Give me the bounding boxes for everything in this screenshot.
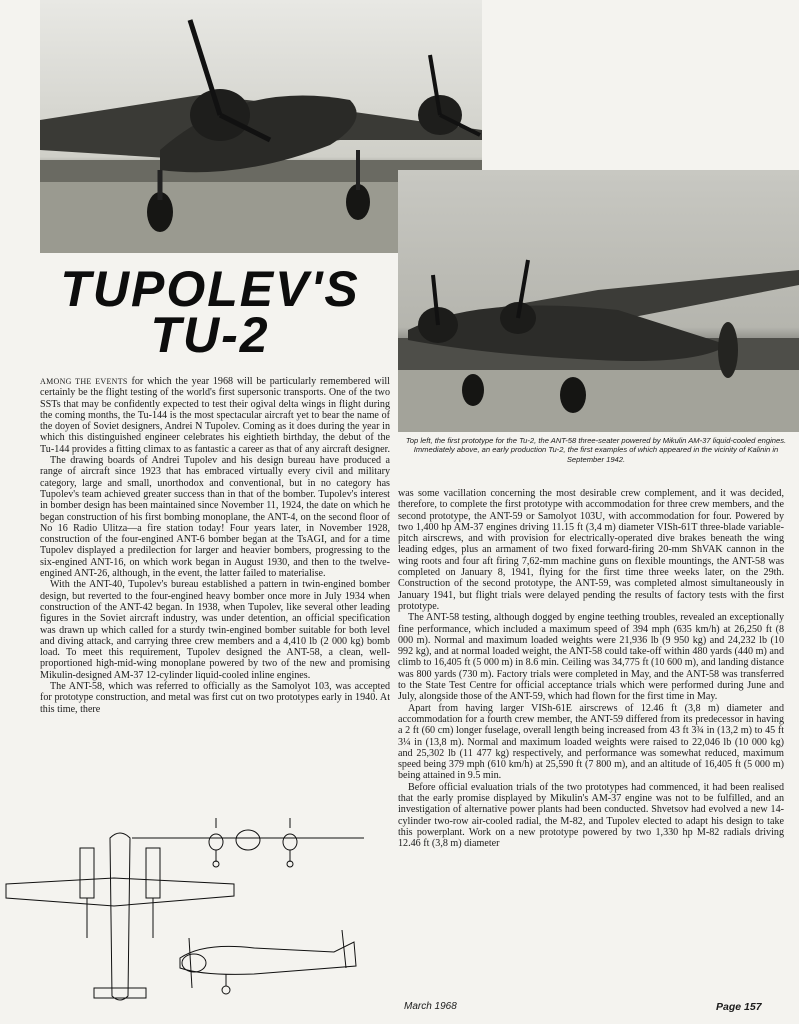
- production-tu2-photo: [398, 170, 799, 432]
- paragraph: The ANT-58 testing, although dogged by engine teething troubles, revealed an exceptionally fine performance, which included a maximum speed of 394 mph (635 km/h) at 26,250 ft (8 000 m). Normal and maximum loaded weights were 21,936 lb (9 950 kg) and 24,232 lb (10 992 kg), and at normal loaded weight, the ANT-58 could take-off within 480 yards (440 m) and climb to 16,405 ft (5 000 m) in 8.6 min. Ceiling was 34,775 ft (10 600 m), and landing distance was 800 yards (730 m). Factory trials were completed in May, and the ANT-58 was transferred to the State Test Centre for official acceptance trials which were performed during June and July, alongside those of the ANT-59, which had flown for the first time in May.: [398, 612, 784, 703]
- left-text-column: [40, 376, 390, 715]
- aircraft-line-drawings: [4, 818, 388, 1016]
- paragraph: Before official evaluation trials of the two prototypes had commenced, it had been realised that the early promise displayed by Mikulin's AM-37 engine was not to be fulfilled, and an investigation of alternative power plants had been conducted. Shvetsov had evolved a new 14-cylinder two-row air-cooled radial, the M-82, and Tupolev elected to adapt his design to take this powerplant. Work on a new prototype powered by two 1,330 hp M-82 radials driving 12.46 ft (3,8 m) diameter: [398, 781, 784, 850]
- article-title-line-1: TUPOLEV'S: [60, 261, 360, 317]
- side-view-drawing: [180, 930, 356, 994]
- front-view-drawing: [132, 818, 364, 867]
- three-view-drawing: [4, 818, 388, 1016]
- plan-view-drawing: [6, 833, 234, 1000]
- paragraph: was some vacillation concerning the most desirable crew complement, and it was decided, therefore, to complete the first prototype with accommodation for three crew members, and the second prototype, the ANT-59 or Samolyot 103U, with accommodation for four. Powered by two 1,400 hp AM-37 engines driving 11.15 ft (3,4 m) diameter VISh-61T three-blade variable-pitch airscrews, and with provision for electrically-operated dive brakes beneath the wing leading edges, plus an armament of two fixed forward-firing 20-mm ShVAK cannon in the wing roots and four aft firing 7,62-mm machine guns on flexible mountings, the ANT-58 was completed on January 8, 1941, flying for the first time three weeks later, on the 29th. Construction of the second prototype, the ANT-59, was completed almost simultaneously in January 1941, but flight trials were delayed pending the results of factory tests with the first prototype.: [398, 488, 784, 612]
- article-title-line-2: TU-2: [150, 307, 270, 363]
- paragraph-text: for which the year 1968 will be particularly remembered will certainly be the flight testing of the world's first supersonic transports. One of the two SSTs that may be confidently expected to test their ogival delta wings in flight during the coming months, the Tu-144 is the most spectacular aircraft yet to bear the name of the doyen of Soviet designers, Andrei N Tupolev. Coming as it does during the year in which this distinguished engineer celebrates his eightieth birthday, the debut of the Tu-144 provides a fitting climax to as fantastic a career as that of any aircraft designer.: [40, 376, 390, 455]
- paragraph: [40, 376, 390, 455]
- lead-in: AMONG THE EVENTS: [40, 377, 128, 386]
- early-production-tu2-image: [398, 170, 799, 432]
- paragraph: The ANT-58, which was referred to officially as the Samolyot 103, was accepted for prototype construction, and metal was first cut on two prototypes early in 1940. At this time, there: [40, 681, 390, 715]
- photo-caption: Top left, the first prototype for the Tu-2, the ANT-58 three-seater powered by Mikulin AM-37 liquid-cooled engines. Immediately above, an early production Tu-2, the first examples of which appeared in the vicinity of Kalinin in September 1942.: [405, 436, 787, 464]
- paragraph: With the ANT-40, Tupolev's bureau established a pattern in twin-engined bomber design, but reverted to the four-engined heavy bomber once more in July 1934 when construction of the ANT-42 began. In 1938, when Tupolev, like several other leading figures in the Soviet aircraft industry, was under detention, an official specification was drawn up which called for a sturdy twin-engined bomber suitable for both level and diving attack, and carrying three crew members and a 4,410 lb (2 000 kg) bomb load. To meet this requirement, Tupolev designed the ANT-58, a clean, well-proportioned high-mid-wing monoplane powered by two of the new and promising Mikulin-designed AM-37 12-cylinder liquid-cooled inline engines.: [40, 579, 390, 681]
- paragraph: Apart from having larger VISh-61E airscrews of 12.46 ft (3,8 m) diameter and accommodation for a fourth crew member, the ANT-59 differed from its predecessor in having a 2 ft (60 cm) longer fuselage, overall length being increased from 43 ft 3¾ in (13,2 m) to 45 ft 3¼ in (13,8 m). Normal and maximum loaded weights were raised to 22,046 lb (10 000 kg) and 25,302 lb (11 477 kg) respectively, and performance was somewhat reduced, maximum speed being 379 mph (610 km/h) at 25,590 ft (7 800 m), and an altitude of 16,405 ft (5 000 m) being attained in 9.5 min.: [398, 702, 784, 782]
- paragraph: The drawing boards of Andrei Tupolev and his design bureau have produced a range of aircraft since 1923 that has embraced virtually every civil and military category, large and small, unorthodox and conventional, but in no category has Tupolev's team achieved greater success than in that of the bomber. Tupolev's interest in bomber design has been maintained since November 11, 1924, the date on which he began construction of his first bombing monoplane, the ANT-4, on the second floor of No 16 Radio Ulitza—a fire station today! Four years later, in November 1928, construction of the four-engined ANT-6 bomber began at the TsAGI, and for a time Tupolev displayed a predilection for larger and heavier bombers, progressing to the six-engined ANT-16, on which work began in August 1930, and then to the twelve-engined ANT-26, although, in the event, the latter failed to materialise.: [40, 455, 390, 580]
- right-text-column: [398, 488, 784, 850]
- page-number: Page 157: [716, 1001, 762, 1013]
- issue-date: March 1968: [404, 1001, 457, 1012]
